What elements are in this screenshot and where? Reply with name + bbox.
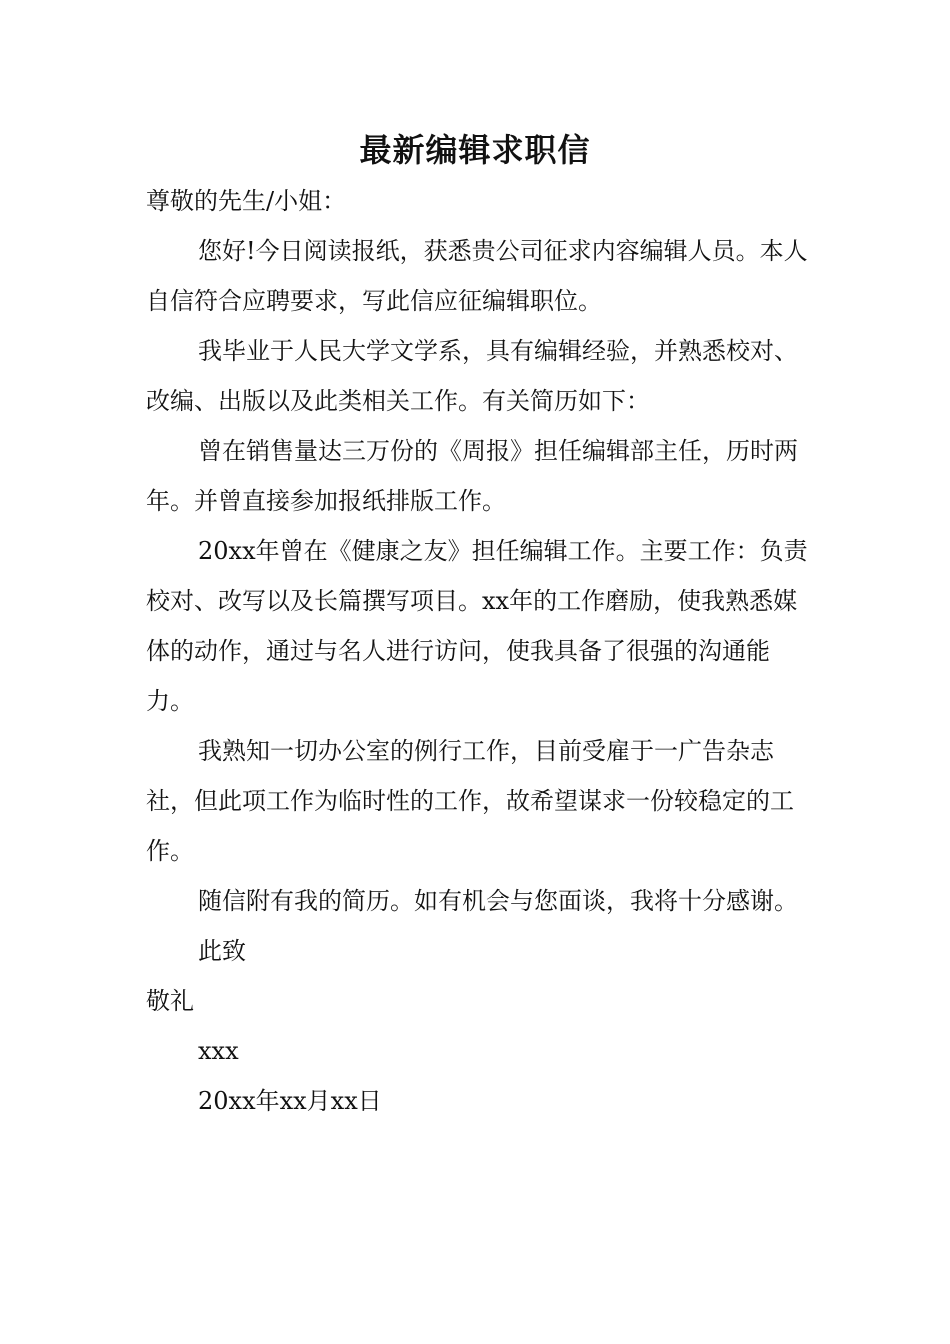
signature-date: 20xx年xx月xx日 [198, 1087, 382, 1115]
salutation: 尊敬的先生/小姐： [146, 187, 347, 215]
paragraph-greeting: 您好!今日阅读报纸，获悉贵公司征求内容编辑人员。本人自信符合应聘要求，写此信应征编辑职位。 [146, 237, 808, 315]
closing-cizhi: 此致 [198, 937, 246, 965]
paragraph-education: 我毕业于人民大学文学系，具有编辑经验，并熟悉校对、改编、出版以及此类相关工作。有关简历如下： [146, 337, 798, 415]
letter-body [146, 176, 810, 1126]
paragraph-weekly-editor: 曾在销售量达三万份的《周报》担任编辑部主任，历时两年。并曾直接参加报纸排版工作。 [146, 437, 798, 515]
paragraph-current-job: 我熟知一切办公室的例行工作，目前受雇于一广告杂志社，但此项工作为临时性的工作，故希望谋求一份较稳定的工作。 [146, 737, 794, 865]
paragraph-resume-attached: 随信附有我的简历。如有机会与您面谈，我将十分感谢。 [198, 887, 798, 915]
paragraph-health-friend: 20xx年曾在《健康之友》担任编辑工作。主要工作：负责校对、改写以及长篇撰写项目。xx年的工作磨励，使我熟悉媒体的动作，通过与名人进行访问，使我具备了很强的沟通能力。 [146, 537, 808, 715]
document-title: 最新编辑求职信 [359, 131, 591, 169]
closing-jingli: 敬礼 [146, 987, 194, 1015]
signature-name: xxx [198, 1037, 239, 1065]
